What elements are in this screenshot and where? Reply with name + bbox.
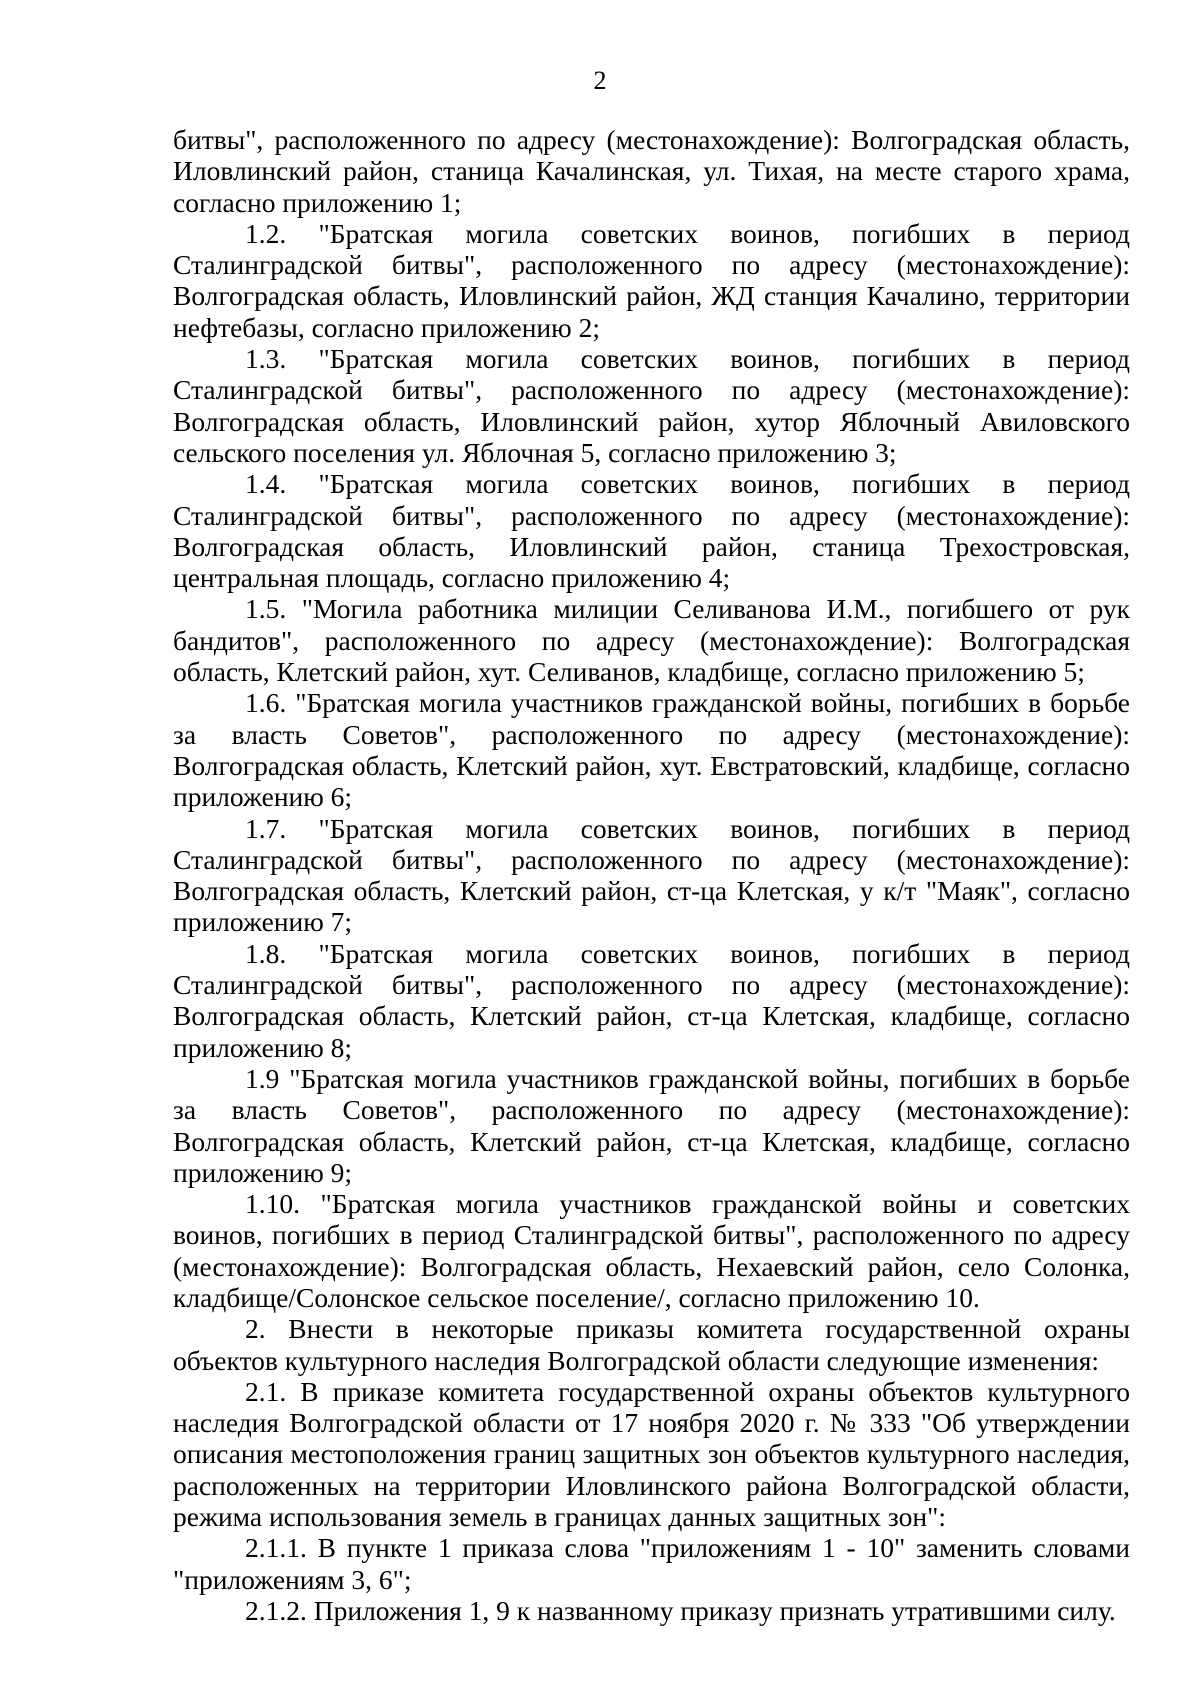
paragraph-item-1-2: 1.2. "Братская могила советских воинов, погибших в период Сталинградской битвы", расположенного по адресу (местонахождение): Волгоградская область, Иловлинский район, ЖД станция Качалино, территории нефтебазы, согласно приложению 2; (173, 217, 1130, 343)
paragraph-item-1-4: 1.4. "Братская могила советских воинов, погибших в период Сталинградской битвы", расположенного по адресу (местонахождение): Волгоградская область, Иловлинский район, станица Трехостровская, центральная площадь, согласно приложению 4; (173, 468, 1130, 594)
paragraph-item-1-9: 1.9 "Братская могила участников гражданской войны, погибших в борьбе за власть Советов", расположенного по адресу (местонахождение): Волгоградская область, Клетский район, ст-ца Клетская, кладбище, согласно приложению 9; (173, 1062, 1130, 1188)
paragraph-item-2-1-2: 2.1.2. Приложения 1, 9 к названному приказу признать утратившими силу. (245, 1594, 1116, 1626)
paragraph-item-1-7: 1.7. "Братская могила советских воинов, погибших в период Сталинградской битвы", расположенного по адресу (местонахождение): Волгоградская область, Клетский район, ст-ца Клетская, у к/т "Маяк", согласно приложению 7; (173, 812, 1130, 938)
document-body (173, 124, 1130, 1626)
paragraph-item-2: 2. Внести в некоторые приказы комитета государственной охраны объектов культурного наследия Волгоградской области следующие изменения: (173, 1313, 1130, 1376)
paragraph-item-1-8: 1.8. "Братская могила советских воинов, погибших в период Сталинградской битвы", расположенного по адресу (местонахождение): Волгоградская область, Клетский район, ст-ца Клетская, кладбище, согласно приложению 8; (173, 937, 1130, 1063)
paragraph-item-1-5: 1.5. "Могила работника милиции Селиванова И.М., погибшего от рук бандитов", расположенного по адресу (местонахождение): Волгоградская область, Клетский район, хут. Селиванов, кладбище, согласно приложению 5; (173, 593, 1130, 688)
page-number: 2 (593, 66, 607, 95)
paragraph-item-1-3: 1.3. "Братская могила советских воинов, погибших в период Сталинградской битвы", расположенного по адресу (местонахождение): Волгоградская область, Иловлинский район, хутор Яблочный Авиловского сельского поселения ул. Яблочная 5, согласно приложению 3; (173, 343, 1130, 468)
paragraph-item-2-1-1: 2.1.1. В пункте 1 приказа слова "приложениям 1 - 10" заменить словами "приложениям 3, 6"; (173, 1532, 1130, 1595)
paragraph-item-1-10: 1.10. "Братская могила участников гражданской войны и советских воинов, погибших в период Сталинградской битвы", расположенного по адресу (местонахождение): Волгоградская область, Нехаевский район, село Солонка, кладбище/Солонское сельское поселение/, согласно приложению 10. (173, 1188, 1130, 1313)
paragraph-continuation: битвы", расположенного по адресу (местонахождение): Волгоградская область, Иловлинский район, станица Качалинская, ул. Тихая, на месте старого храма, согласно приложению 1; (173, 124, 1130, 218)
paragraph-item-1-6: 1.6. "Братская могила участников гражданской войны, погибших в борьбе за власть Советов", расположенного по адресу (местонахождение): Волгоградская область, Клетский район, хут. Евстратовский, кладбище, согласно приложению 6; (173, 687, 1130, 813)
paragraph-item-2-1: 2.1. В приказе комитета государственной охраны объектов культурного наследия Волгоградской области от 17 ноября 2020 г. № 333 "Об утверждении описания местоположения границ защитных зон объектов культурного наследия, расположенных на территории Иловлинского района Волгоградской области, режима использования земель в границах данных защитных зон": (173, 1375, 1130, 1533)
